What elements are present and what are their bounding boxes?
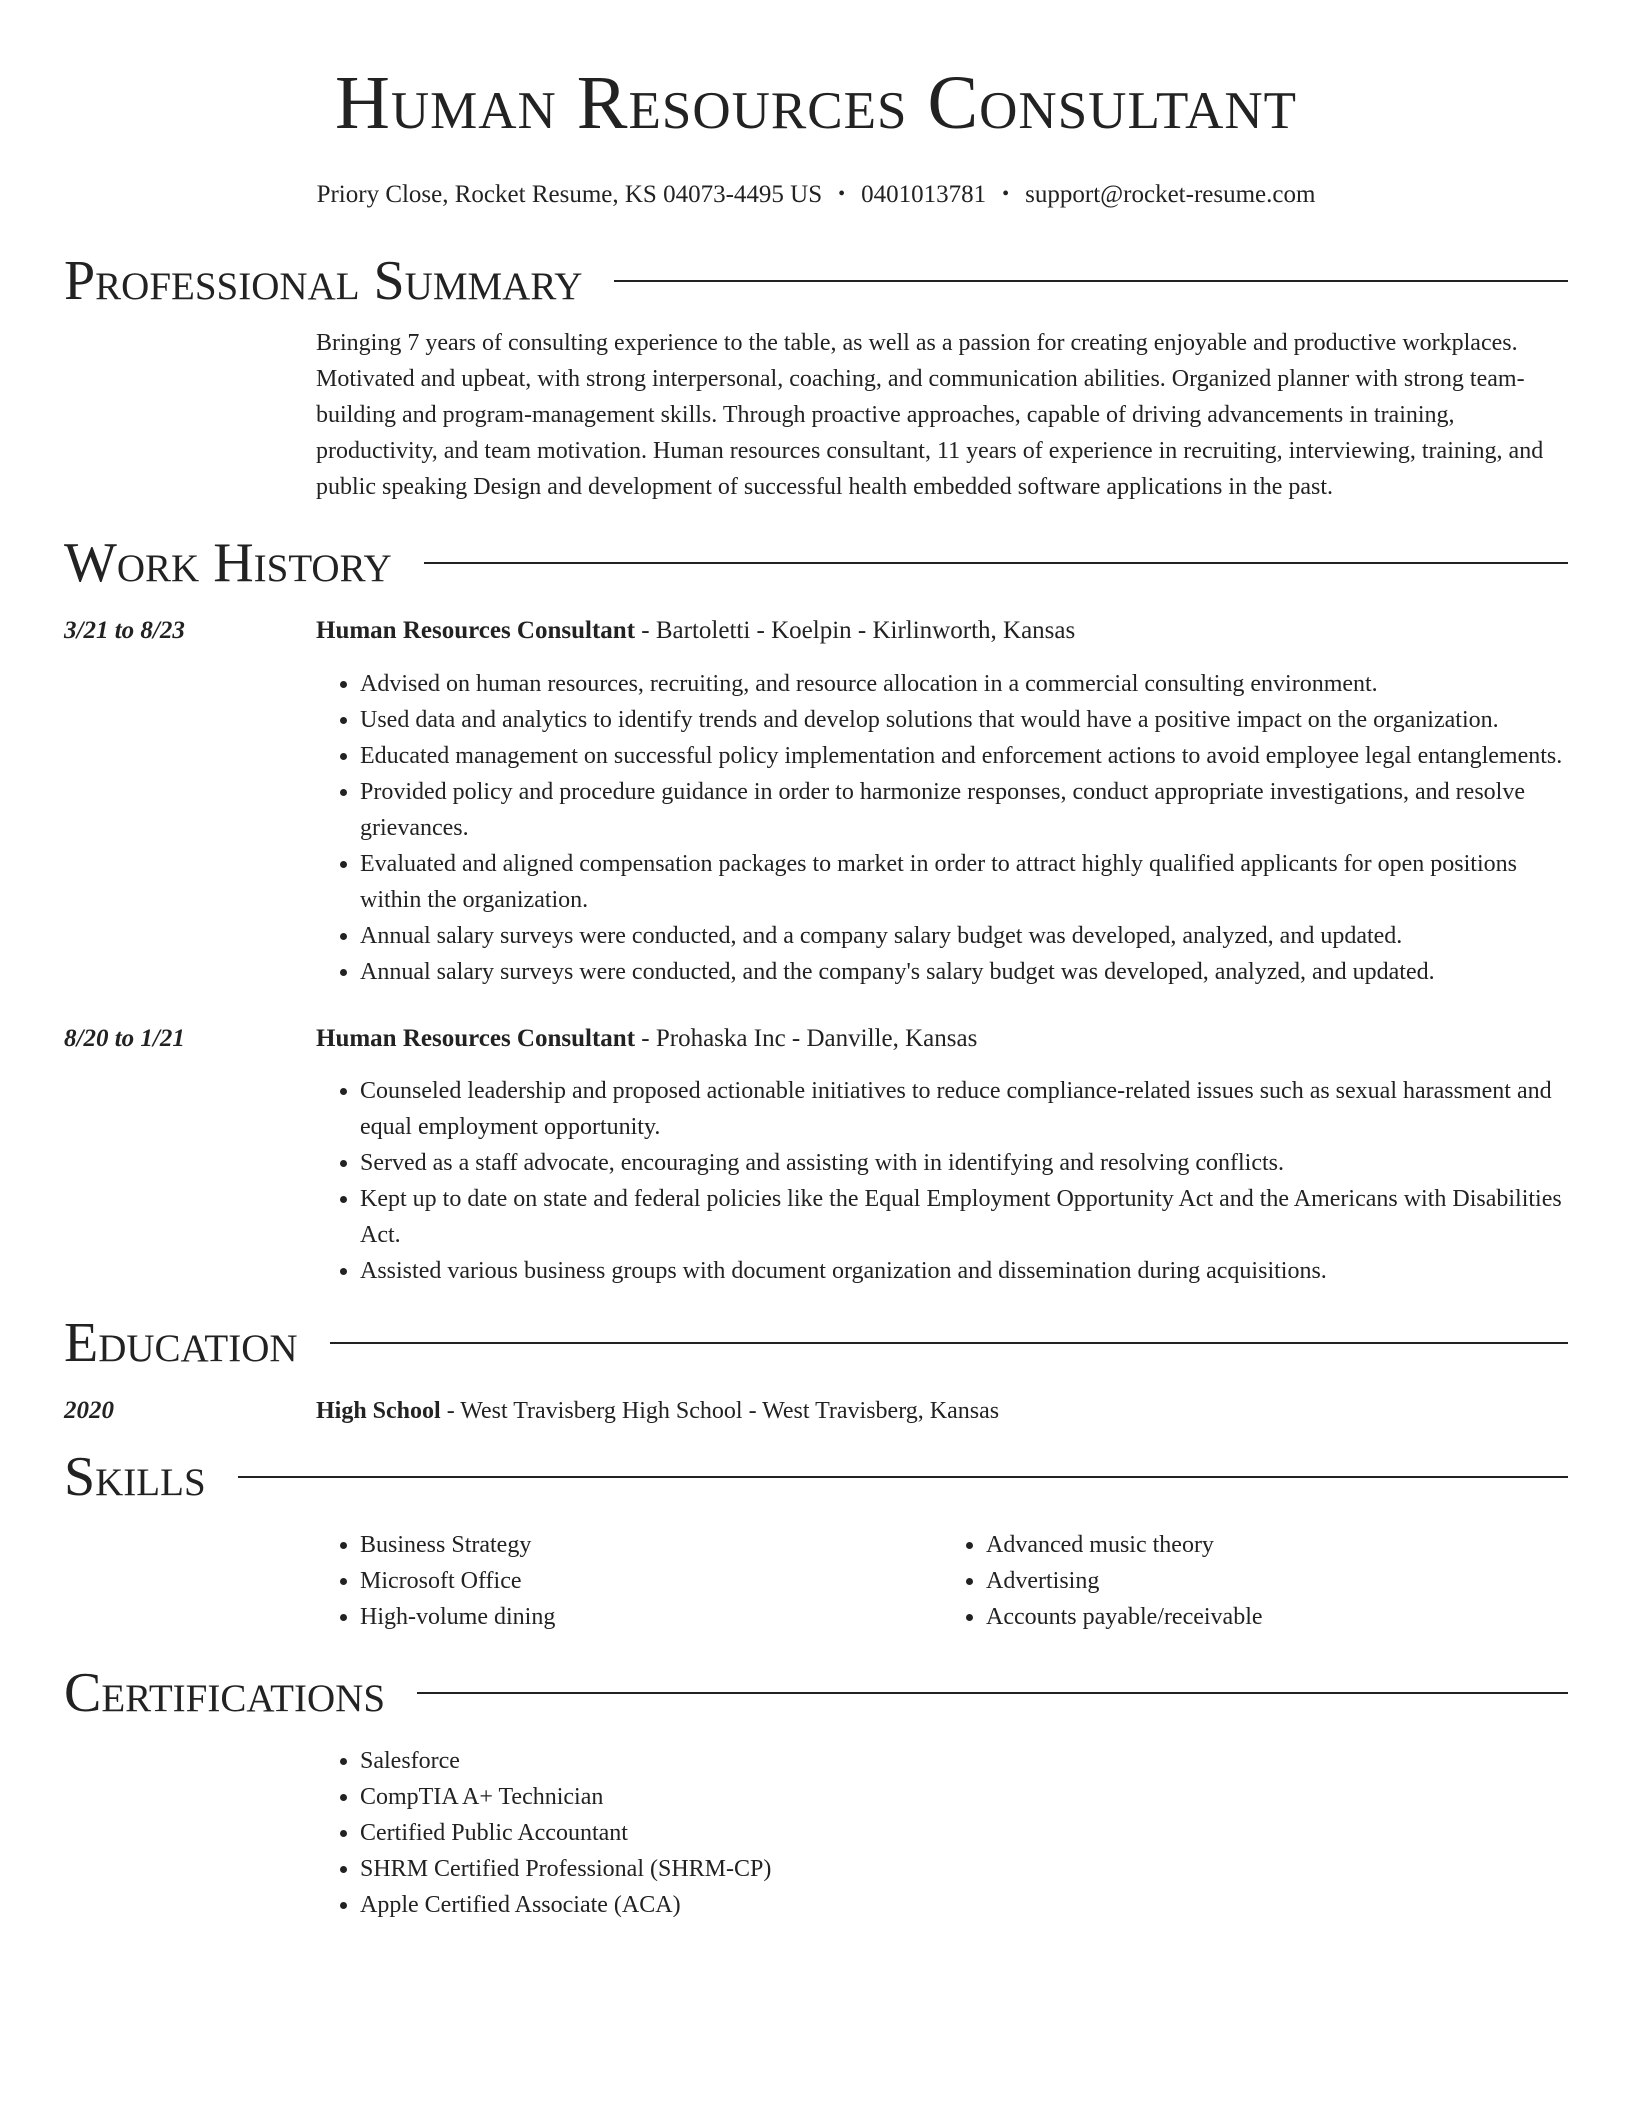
list-item: • Apple Certified Associate (ACA) (360, 1887, 1568, 1923)
summary-left-spacer (64, 325, 316, 505)
list-item: • Accounts payable/receivable (986, 1599, 1568, 1635)
contact-email: support@rocket-resume.com (1025, 181, 1316, 208)
list-item: • Used data and analytics to identify trends and develop solutions that would have a positive impact on the organization. (360, 702, 1568, 738)
job-bullets (316, 666, 1568, 990)
list-item: • Assisted various business groups with document organization and dissemination during acquisitions. (360, 1253, 1568, 1289)
skills-column-1 (316, 1527, 942, 1635)
list-item: • Kept up to date on state and federal policies like the Equal Employment Opportunity Act and the Americans with Disabilities Act. (360, 1181, 1568, 1253)
job-heading (316, 1021, 1568, 1057)
list-item: • Provided policy and procedure guidance in order to harmonize responses, conduct appropriate investigations, and resolve grievances. (360, 774, 1568, 846)
contact-address: Priory Close, Rocket Resume, KS 04073-4495 US (316, 181, 823, 208)
list-item: • Advised on human resources, recruiting, and resource allocation in a commercial consulting environment. (360, 666, 1568, 702)
certifications-body (316, 1743, 1568, 1923)
skills-grid (316, 1527, 1568, 1635)
section-divider (238, 1476, 1568, 1478)
education-year: 2020 (64, 1397, 114, 1424)
certifications-list (316, 1743, 1568, 1923)
job-entry (64, 613, 1568, 990)
list-item: • High-volume dining (360, 1599, 942, 1635)
certifications-title: Certifications (64, 1662, 386, 1724)
section-divider (424, 562, 1568, 564)
certifications-section-header (64, 1661, 1568, 1725)
summary-text: Bringing 7 years of consulting experience to the table, as well as a passion for creating enjoyable and productive workplaces. Motivated and upbeat, with strong interpersonal, coaching, and communication abilities. Organized planner with strong team-building and program-management skills. Through proactive approaches, capable of driving advancements in training, productivity, and team motivation. Human resources consultant, 11 years of experience in recruiting, interviewing, training, and public speaking Design and development of successful health embedded software applications in the past. (316, 330, 1544, 500)
education-entry (64, 1393, 1568, 1429)
job-details: - Bartoletti - Koelpin - Kirlinworth, Kansas (635, 617, 1076, 644)
list-item: • CompTIA A+ Technician (360, 1779, 1568, 1815)
list-item: • SHRM Certified Professional (SHRM-CP) (360, 1851, 1568, 1887)
list-item: • Counseled leadership and proposed actionable initiatives to reduce compliance-related issues such as sexual harassment and equal employment opportunity. (360, 1073, 1568, 1145)
education-degree: High School (316, 1398, 441, 1424)
summary-row (64, 325, 1568, 505)
contact-separator: • (1002, 183, 1010, 205)
education-details: - West Travisberg High School - West Travisberg, Kansas (440, 1398, 1000, 1424)
job-dates: 8/20 to 1/21 (64, 1025, 185, 1052)
list-item: • Annual salary surveys were conducted, and the company's salary budget was developed, analyzed, and updated. (360, 954, 1568, 990)
list-item: • Served as a staff advocate, encouraging and assisting with in identifying and resolving conflicts. (360, 1145, 1568, 1181)
work-section-header (64, 531, 1568, 595)
skills-left-spacer (64, 1527, 316, 1635)
list-item: • Salesforce (360, 1743, 1568, 1779)
list-item: • Microsoft Office (360, 1563, 942, 1599)
job-role: Human Resources Consultant (316, 617, 636, 644)
job-role: Human Resources Consultant (316, 1025, 636, 1052)
skills-column-2 (942, 1527, 1568, 1635)
certifications-row (64, 1743, 1568, 1923)
list-item: • Evaluated and aligned compensation packages to market in order to attract highly qualified applicants for open positions within the organization. (360, 846, 1568, 918)
list-item: • Business Strategy (360, 1527, 942, 1563)
list-item: • Annual salary surveys were conducted, and a company salary budget was developed, analyzed, and updated. (360, 918, 1568, 954)
work-title: Work History (64, 532, 392, 594)
summary-section-header (64, 249, 1568, 313)
section-divider (330, 1342, 1568, 1344)
contact-line (0, 180, 1632, 211)
job-heading (316, 613, 1568, 649)
job-body (316, 1021, 1568, 1289)
job-dates: 3/21 to 8/23 (64, 617, 185, 644)
contact-phone: 0401013781 (861, 181, 987, 208)
resume-name: Human Resources Consultant (334, 61, 1298, 145)
list-item: • Certified Public Accountant (360, 1815, 1568, 1851)
list-item: • Advanced music theory (986, 1527, 1568, 1563)
skills-section-header (64, 1445, 1568, 1509)
skills-row (64, 1527, 1568, 1635)
education-body (316, 1393, 1568, 1429)
job-body (316, 613, 1568, 990)
section-divider (417, 1692, 1568, 1694)
skills-title: Skills (64, 1446, 206, 1508)
job-details: - Prohaska Inc - Danville, Kansas (635, 1025, 978, 1052)
education-title: Education (64, 1312, 298, 1374)
section-divider (614, 280, 1568, 282)
job-bullets (316, 1073, 1568, 1289)
job-entry (64, 1021, 1568, 1289)
certifications-left-spacer (64, 1743, 316, 1923)
summary-title: Professional Summary (64, 250, 583, 312)
contact-separator: • (838, 183, 846, 205)
education-section-header (64, 1311, 1568, 1375)
list-item: • Advertising (986, 1563, 1568, 1599)
list-item: • Educated management on successful policy implementation and enforcement actions to avoid employee legal entanglements. (360, 738, 1568, 774)
